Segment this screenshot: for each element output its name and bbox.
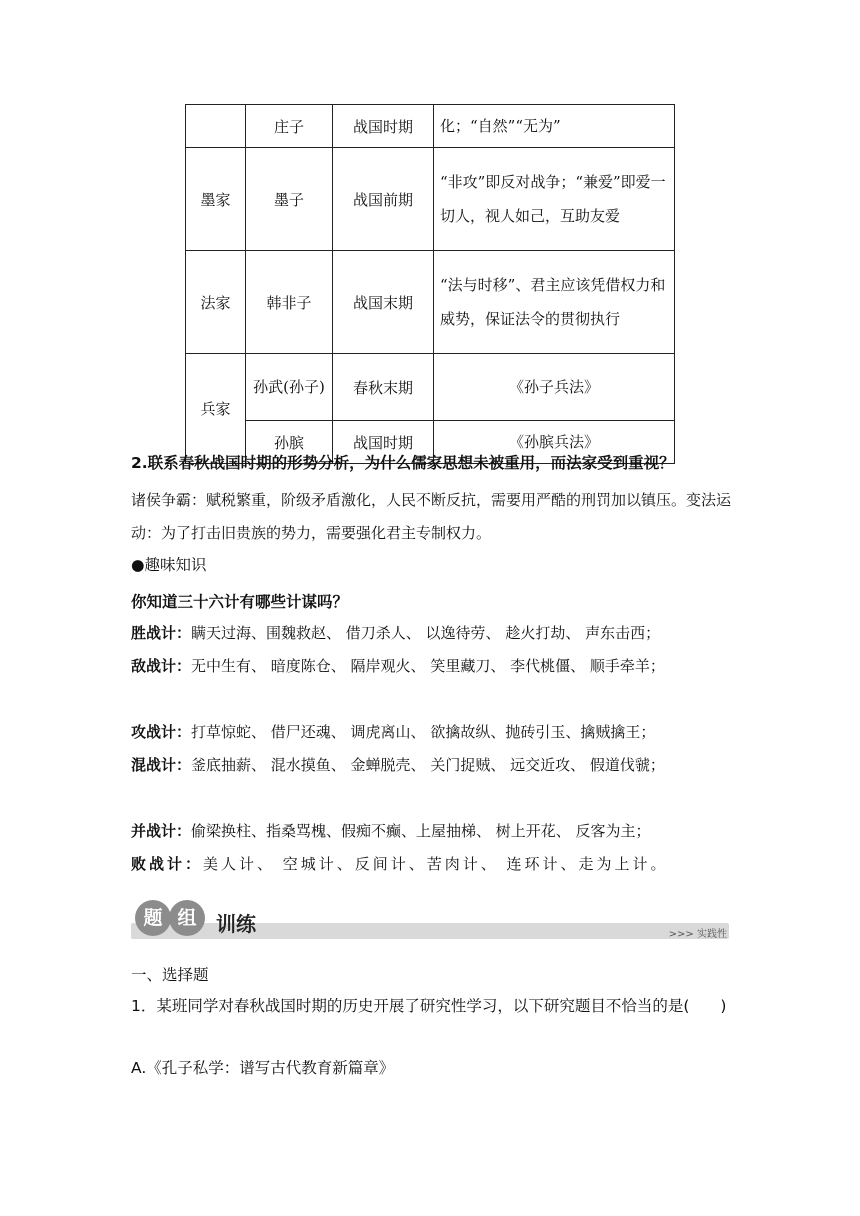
person-cell: 孙武(孙子) xyxy=(246,354,333,421)
schools-table xyxy=(185,104,675,464)
period-cell: 战国时期 xyxy=(333,421,434,464)
strategy-line xyxy=(131,617,731,650)
idea-cell: “非攻”即反对战争；“兼爱”即爱一切人，视人如己，互助友爱 xyxy=(434,148,675,251)
period-cell: 春秋末期 xyxy=(333,354,434,421)
fun-knowledge-heading: ●趣味知识 xyxy=(131,556,207,574)
question-2: 2.联系春秋战国时期的形势分析，为什么儒家思想未被重用，而法家受到重视？ xyxy=(131,454,675,472)
school-cell: 兵家 xyxy=(186,354,246,464)
banner-tag: >>> 实践性 xyxy=(668,929,727,940)
person-cell: 庄子 xyxy=(246,105,333,148)
strategy-line xyxy=(131,716,731,749)
section-banner xyxy=(131,898,731,944)
strategy-line xyxy=(131,815,731,848)
fun-knowledge-question: 你知道三十六计有哪些计谋吗？ xyxy=(131,593,349,611)
strategy-line xyxy=(131,650,731,683)
strategy-text: 瞒天过海、围魏救赵、 借刀杀人、 以逸待劳、 趁火打劫、 声东击西； xyxy=(191,624,661,642)
person-cell: 墨子 xyxy=(246,148,333,251)
strategy-text: 打草惊蛇、 借尸还魂、 调虎离山、 欲擒故纵、抛砖引玉、擒贼擒王； xyxy=(191,723,656,741)
strategy-text: 美人计、 空城计、反间计、苦肉计、 连环计、走为上计。 xyxy=(203,855,669,873)
table-row xyxy=(186,105,675,148)
school-cell: 墨家 xyxy=(186,148,246,251)
strategy-text: 釜底抽薪、 混水摸鱼、 金蝉脱壳、 关门捉贼、 远交近攻、 假道伐虢； xyxy=(191,756,665,774)
idea-cell: 《孙膑兵法》 xyxy=(434,421,675,464)
strategy-text: 偷梁换柱、指桑骂槐、假痴不癫、上屋抽梯、 树上开花、 反客为主； xyxy=(191,822,651,840)
strategy-key: 败战计： xyxy=(131,855,204,873)
table-row xyxy=(186,148,675,251)
strategy-text: 无中生有、 暗度陈仓、 隔岸观火、 笑里藏刀、 李代桃僵、 顺手牵羊； xyxy=(191,657,665,675)
strategy-line xyxy=(131,848,731,881)
period-cell: 战国末期 xyxy=(333,251,434,354)
banner-circle: 组 xyxy=(169,900,205,936)
person-cell: 孙膑 xyxy=(246,421,333,464)
table-row xyxy=(186,251,675,354)
period-cell: 战国时期 xyxy=(333,105,434,148)
banner-circle: 题 xyxy=(135,900,171,936)
period-cell: 战国前期 xyxy=(333,148,434,251)
strategy-key: 并战计： xyxy=(131,822,192,840)
strategy-key: 胜战计： xyxy=(131,624,192,642)
strategy-line xyxy=(131,749,731,782)
strategy-key: 敌战计： xyxy=(131,657,192,675)
strategy-key: 混战计： xyxy=(131,756,192,774)
school-cell: 法家 xyxy=(186,251,246,354)
strategy-key: 攻战计： xyxy=(131,723,192,741)
person-cell: 韩非子 xyxy=(246,251,333,354)
banner-title: 训练 xyxy=(216,912,256,936)
idea-cell: “法与时移”、君主应该凭借权力和威势，保证法令的贯彻执行 xyxy=(434,251,675,354)
table-row xyxy=(186,354,675,421)
section-heading: 一、选择题 xyxy=(131,966,209,984)
school-cell xyxy=(186,105,246,148)
idea-cell: 《孙子兵法》 xyxy=(434,354,675,421)
question-1: 1．某班同学对春秋战国时期的历史开展了研究性学习，以下研究题目不恰当的是( ) xyxy=(131,997,727,1015)
answer-2: 诸侯争霸：赋税繁重，阶级矛盾激化，人民不断反抗，需要用严酷的刑罚加以镇压。变法运动：为了打击旧贵族的势力，需要强化君主专制权力。 xyxy=(131,491,732,542)
option-a: A.《孔子私学：谱写古代教育新篇章》 xyxy=(131,1059,395,1077)
idea-cell: 化；“自然”“无为” xyxy=(434,105,675,148)
